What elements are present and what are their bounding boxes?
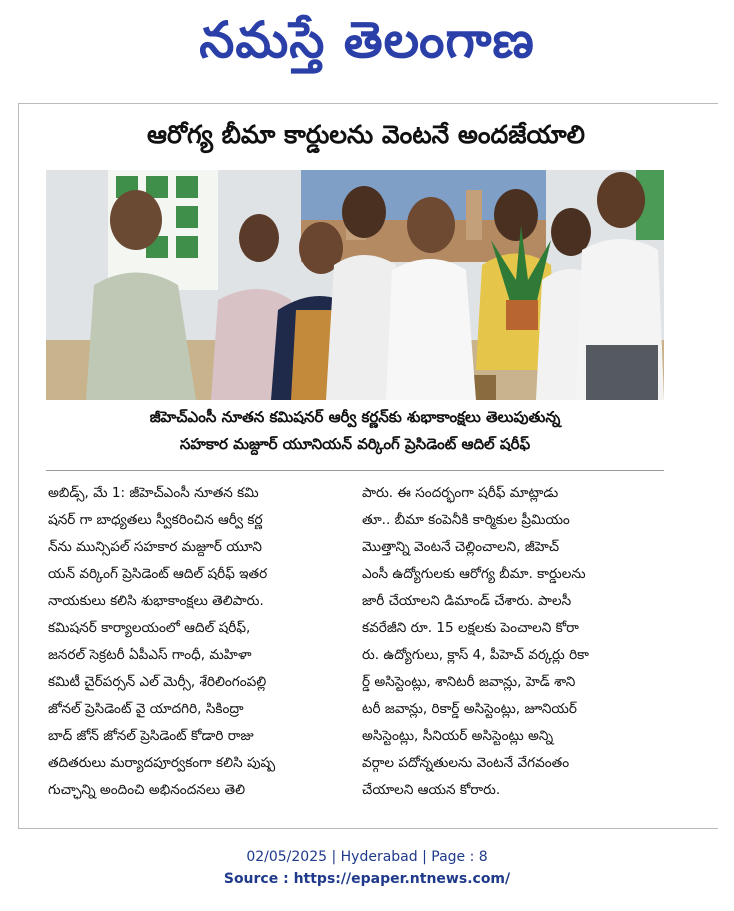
text-line: తూ.. బీమా కంపెనీకి కార్మికుల ప్రీమియం xyxy=(362,512,570,528)
text-line: కవరేజీని రూ. 15 లక్షలకు పెంచాలని కోరా xyxy=(362,620,579,636)
text-line: ఎంసీ ఉద్యోగులకు ఆరోగ్య బీమా. కార్డులను xyxy=(362,566,586,582)
caption-line: జీహెచ్ఎంసీ నూతన కమిషనర్ ఆర్వీ కర్ణన్‌కు శుభాకాంక్షలు తెలుపుతున్న xyxy=(149,408,561,426)
frame-bottom-rule xyxy=(18,828,718,829)
text-line: అసిస్టెంట్లు, సీనియర్ అసిస్టెంట్లు అన్ని xyxy=(362,728,554,744)
text-line: తదితరులు మర్యాదపూర్వకంగా కలిసి పుష్ప xyxy=(48,755,276,771)
text-line: ర్డ్ అసిస్టెంట్లు, శానిటరీ జవాన్లు, హెడ్ శాని xyxy=(362,674,576,690)
source-link[interactable]: Source : https://epaper.ntnews.com/ xyxy=(223,871,511,887)
masthead xyxy=(0,4,734,76)
masthead-logo: నమస్తే తెలంగాణ xyxy=(199,11,535,69)
text-line: వర్గాల పదోన్నతులను వెంటనే వేగవంతం xyxy=(362,755,570,771)
text-line: న్‌ను మున్సిపల్ సహకార మజ్దూర్ యూని xyxy=(48,539,262,555)
text-line: యన్ వర్కింగ్ ప్రెసిడెంట్ ఆదిల్ షరీఫ్ ఇతర xyxy=(48,566,268,582)
text-line: షనర్ గా బాధ్యతలు స్వీకరించిన ఆర్వీ కర్ణ xyxy=(48,512,263,528)
text-line: అబిడ్స్, మే 1: జీహెచ్ఎంసీ నూతన కమి xyxy=(48,485,259,501)
edition-info: 02/05/2025 | Hyderabad | Page : 8 xyxy=(246,849,488,865)
text-line: కమిషనర్ కార్యాలయంలో ఆదిల్ షరీఫ్, xyxy=(48,620,251,636)
text-line: బాద్ జోన్ జోనల్ ప్రెసిడెంట్ కోడారి రాజు xyxy=(48,728,254,744)
text-line: నాయకులు కలిసి శుభాకాంక్షలు తెలిపారు. xyxy=(48,593,264,609)
photo-caption xyxy=(46,404,664,464)
article-column-left xyxy=(48,480,348,825)
article-photo xyxy=(46,170,664,400)
caption-divider xyxy=(46,470,664,471)
text-line: రు. ఉద్యోగులు, క్లాస్ 4, పీహెచ్ వర్కర్లు రికా xyxy=(362,647,589,663)
article-column-right xyxy=(362,480,668,825)
text-line: పారు. ఈ సందర్భంగా షరీఫ్ మాట్లాడు xyxy=(362,485,559,501)
text-line: జనరల్ సెక్రటరీ ఏపీఎస్ గాంధీ, మహిళా xyxy=(48,647,252,663)
frame-left-rule xyxy=(18,103,19,828)
article-headline: ఆరోగ్య బీమా కార్డులను వెంటనే అందజేయాలి xyxy=(147,120,585,149)
page-footer xyxy=(0,846,734,890)
text-line: మొత్తాన్ని వెంటనే చెల్లించాలని, జీహెచ్ xyxy=(362,539,560,555)
text-line: జోనల్ ప్రెసిడెంట్ వై యాదగిరి, సికింద్రా xyxy=(48,701,244,717)
text-line: టరీ జవాన్లు, రికార్డ్ అసిస్టెంట్లు, జూనియర్ xyxy=(362,701,577,717)
text-line: కమిటీ చైర్‌పర్సన్ ఎల్ మెర్సీ, శేరిలింగంపల్లి xyxy=(48,674,267,690)
text-line: గుచ్ఛాన్ని అందించి అభినందనలు తెలి xyxy=(48,782,246,798)
frame-top-rule xyxy=(18,103,718,104)
caption-line: సహకార మజ్దూర్ యూనియన్ వర్కింగ్ ప్రెసిడెంట్ ఆదిల్ షరీఫ్ xyxy=(179,435,531,453)
text-line: జారీ చేయాలని డిమాండ్ చేశారు. పాలసీ xyxy=(362,593,572,609)
text-line: చేయాలని ఆయన కోరారు. xyxy=(362,782,501,798)
